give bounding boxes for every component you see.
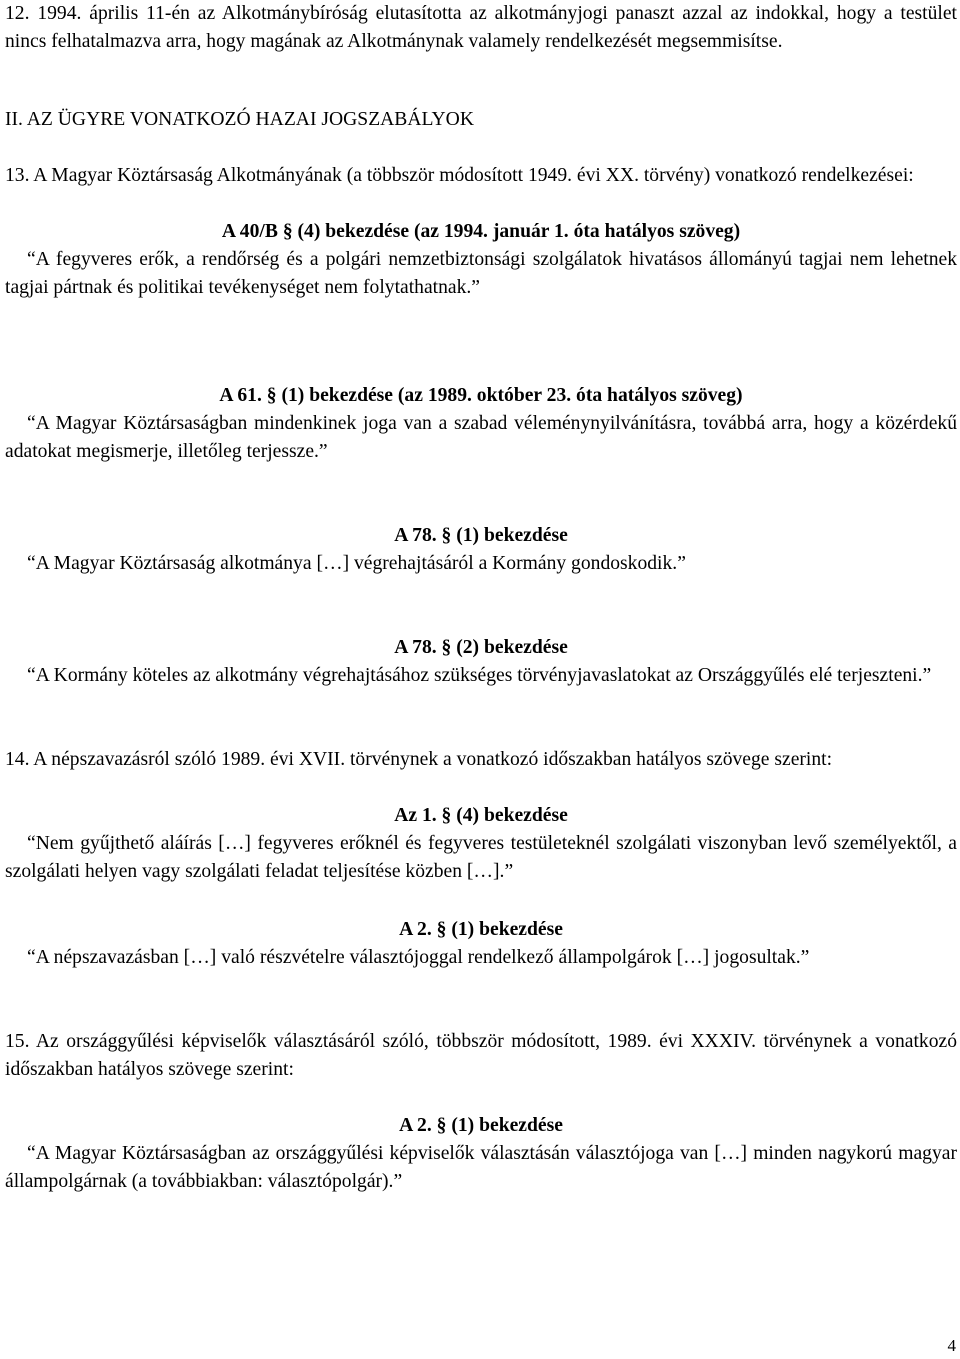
article-78-1-heading: A 78. § (1) bekezdése bbox=[394, 525, 568, 546]
paragraph-12: 12. 1994. április 11-én az Alkotmánybíróság elutasította az alkotmányjogi panaszt azzal az indokkal, hogy a testület nincs felhatalmazva arra, hogy magának az Alkotmánynak valamely rendelkezését megsemmisítse. bbox=[5, 3, 957, 52]
article-2-1-heading-referendum: A 2. § (1) bekezdése bbox=[399, 919, 563, 940]
document-page bbox=[5, 0, 957, 1196]
article-2-1-text-election: “A Magyar Köztársaságban az országgyűlési képviselők választásán választójoga van […] minden nagykorú magyar állampolgárnak (a továbbiakban: választópolgár).” bbox=[5, 1143, 957, 1192]
article-40b-text: “A fegyveres erők, a rendőrség és a polgári nemzetbiztonsági szolgálatok hivatásos állományú tagjai nem lehetnek tagjai pártnak és politikai tevékenységet nem folytathatnak.” bbox=[5, 249, 957, 298]
article-61-heading: A 61. § (1) bekezdése (az 1989. október 23. óta hatályos szöveg) bbox=[219, 385, 743, 406]
section-heading: II. AZ ÜGYRE VONATKOZÓ HAZAI JOGSZABÁLYOK bbox=[5, 109, 474, 130]
article-78-2-text: “A Kormány köteles az alkotmány végrehajtásához szükséges törvényjavaslatokat az Országgyűlés elé terjeszteni.” bbox=[27, 665, 932, 686]
paragraph-14: 14. A népszavazásról szóló 1989. évi XVII. törvénynek a vonatkozó időszakban hatályos szövege szerint: bbox=[5, 749, 833, 770]
paragraph-15: 15. Az országgyűlési képviselők választásáról szóló, többször módosított, 1989. évi XXXIV. törvénynek a vonatkozó időszakban hatályos szövege szerint: bbox=[5, 1031, 957, 1080]
article-61-text: “A Magyar Köztársaságban mindenkinek joga van a szabad véleménynyilvánításra, továbbá arra, hogy a közérdekű adatokat megismerje, illetőleg terjessze.” bbox=[5, 413, 957, 462]
article-40b-heading: A 40/B § (4) bekezdése (az 1994. január 1. óta hatályos szöveg) bbox=[221, 221, 741, 242]
page-number: 4 bbox=[947, 1336, 956, 1355]
article-78-2-heading: A 78. § (2) bekezdése bbox=[394, 637, 568, 658]
paragraph-13: 13. A Magyar Köztársaság Alkotmányának (a többször módosított 1949. évi XX. törvény) vonatkozó rendelkezései: bbox=[5, 165, 914, 186]
article-78-1-text: “A Magyar Köztársaság alkotmánya […] végrehajtásáról a Kormány gondoskodik.” bbox=[27, 553, 686, 574]
article-2-1-text-referendum: “A népszavazásban […] való részvételre választójoggal rendelkező állampolgárok […] jogosultak.” bbox=[27, 947, 810, 968]
article-1-4-heading: Az 1. § (4) bekezdése bbox=[394, 805, 568, 826]
article-1-4-text: “Nem gyűjthető aláírás […] fegyveres erőknél és fegyveres testületeknél szolgálati viszonyban levő személyektől, a szolgálati helyen vagy szolgálati feladat teljesítése közben […].” bbox=[5, 833, 957, 882]
article-2-1-heading-election: A 2. § (1) bekezdése bbox=[399, 1115, 563, 1136]
